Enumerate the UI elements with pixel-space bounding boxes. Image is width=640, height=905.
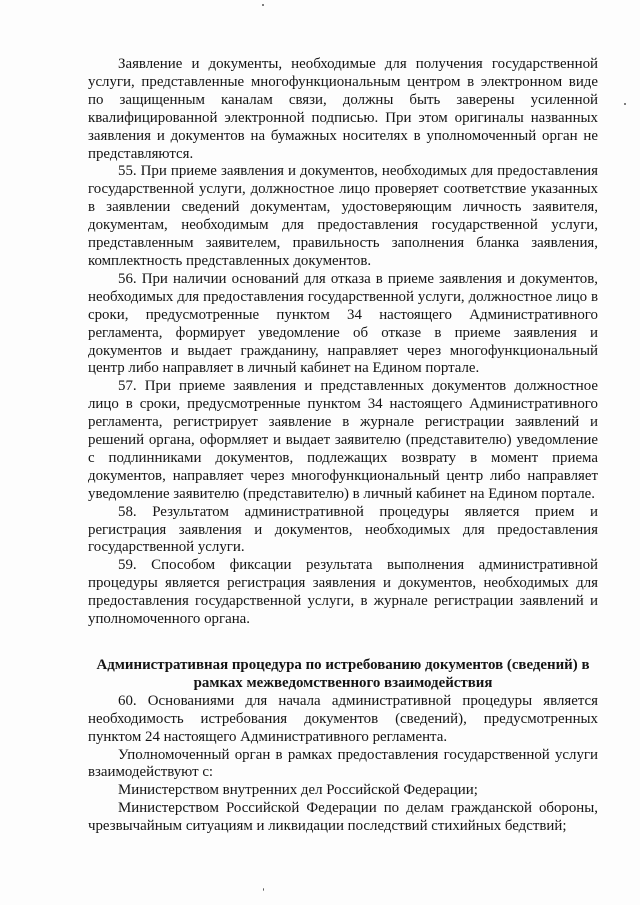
scan-speck <box>624 103 626 105</box>
paragraph-55: 55. При приеме заявления и документов, необходимых для предоставления государственной услуги, должностное лицо проверяет соответствие указанных в заявлении сведений документам, удостоверяющим личность заявителя, документам, необходимым для предоставления государственной услуги, представленным заявителем, правильность заполнения бланка заявления, комплектность представленных документов. <box>88 163 598 269</box>
paragraph-mchs: Министерством Российской Федерации по делам гражданской обороны, чрезвычайным ситуациям и ликвидации последствий стихийных бедствий; <box>88 800 598 835</box>
paragraph-58: 58. Результатом административной процедуры является прием и регистрация заявления и документов, необходимых для предоставления государственной услуги. <box>88 503 598 556</box>
paragraph-interaction-intro: Уполномоченный орган в рамках предоставления государственной услуги взаимодействуют с: <box>88 746 598 781</box>
scan-speck <box>263 888 264 891</box>
scan-speck <box>262 4 264 6</box>
paragraph-mvd: Министерством внутренних дел Российской Федерации; <box>118 782 478 799</box>
section-heading: Административная процедура по истребованию документов (сведений) в рамках межведомственного взаимодействия <box>96 657 590 691</box>
document-body <box>88 56 598 836</box>
paragraph-59: 59. Способом фиксации результата выполнения административной процедуры является регистрация заявления и документов, необходимых для предоставления государственной услуги, в журнале регистрации заявлений и уполномоченного органа. <box>88 557 598 628</box>
paragraph-60: 60. Основаниями для начала административной процедуры является необходимость истребования документов (сведений), предусмотренных пунктом 24 настоящего Административного регламента. <box>88 692 598 745</box>
paragraph-intro: Заявление и документы, необходимые для получения государственной услуги, представленные многофункциональным центром в электронном виде по защищенным каналам связи, должны быть заверены усиленной квалифицированной электронной подписью. При этом оригиналы названных заявления и документов на бумажных носителях в уполномоченный орган не представляются. <box>88 56 598 162</box>
paragraph-56: 56. При наличии оснований для отказа в приеме заявления и документов, необходимых для предоставления государственной услуги, должностное лицо в сроки, предусмотренные пунктом 34 настоящего Административного регламента, формирует уведомление об отказе в приеме заявления и документов и выдает гражданину, направляет через многофункциональный центр либо направляет в личный кабинет на Едином портале. <box>88 270 598 377</box>
paragraph-57: 57. При приеме заявления и представленных документов должностное лицо в сроки, предусмотренные пунктом 34 настоящего Административного регламента, регистрирует заявление в журнале регистрации заявлений и решений органа, оформляет и выдает заявителю (представителю) уведомление с подлинниками документов, подлежащих возврату в момент приема документов, направляет через многофункциональный центр либо направляет уведомление заявителю (представителю) в личный кабинет на Едином портале. <box>88 378 598 502</box>
